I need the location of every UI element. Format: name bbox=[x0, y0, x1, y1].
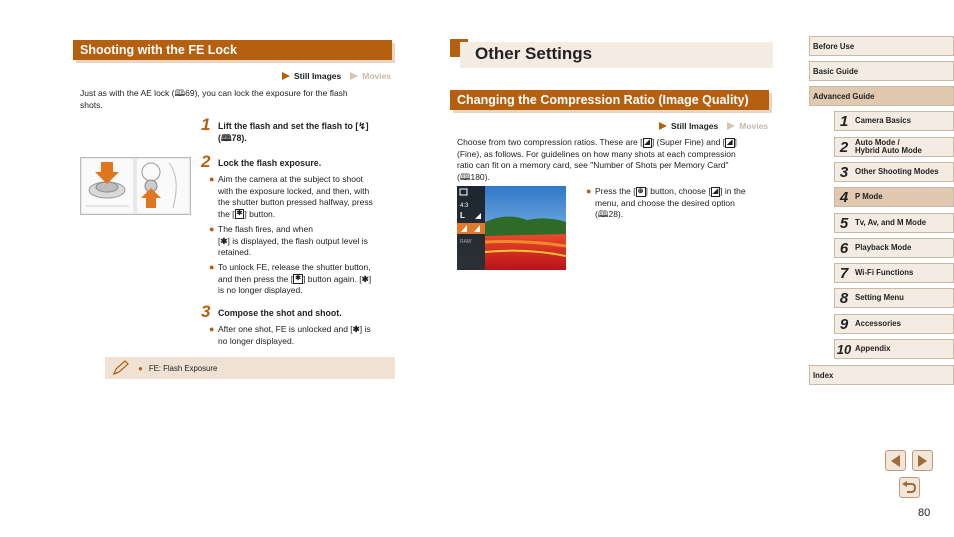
fe-lock-button-icon: ✱ bbox=[295, 275, 302, 283]
play-icon bbox=[659, 122, 667, 130]
prev-page-button[interactable] bbox=[885, 450, 906, 471]
nav-index[interactable]: Index bbox=[809, 365, 954, 385]
page-title-bar bbox=[450, 39, 773, 68]
page-number: 80 bbox=[918, 507, 931, 519]
step-2-title: Lock the flash exposure. bbox=[218, 158, 322, 168]
step-3-title: Compose the shot and shoot. bbox=[218, 308, 342, 318]
nav-chapter-2[interactable]: 2 Auto Mode / Hybrid Auto Mode bbox=[834, 137, 954, 157]
mode-indicator-right: Still Images Movies bbox=[659, 121, 768, 131]
compression-instruction: ● Press the [ ⊛ ] button, choose [ ◢ ] in the menu, and choose the desired option (🕮28). bbox=[586, 186, 746, 219]
play-icon-dim bbox=[350, 72, 358, 80]
fe-lock-icon: ✱ bbox=[361, 273, 369, 284]
nav-chapter-8[interactable]: 8 Setting Menu bbox=[834, 288, 954, 308]
nav-chapter-3[interactable]: 3 Other Shooting Modes bbox=[834, 162, 954, 182]
fine-icon: ◢ bbox=[727, 138, 733, 146]
super-fine-icon: ◢ bbox=[644, 138, 650, 146]
step-2-bullet-3: ● To unlock FE, release the shutter button, and then press the [ ✱ ] button again. [✱] is no longer displayed. bbox=[209, 262, 372, 295]
nav-chapter-7[interactable]: 7 Wi-Fi Functions bbox=[834, 263, 954, 283]
fe-lock-icon: ✱ bbox=[352, 324, 360, 334]
nav-basic-guide[interactable]: Basic Guide bbox=[809, 61, 954, 81]
play-icon-dim bbox=[727, 122, 735, 130]
step-3-bullet: ● After one shot, FE is unlocked and [✱] is no longer displayed. bbox=[209, 324, 371, 346]
step-2-bullet-1: ● Aim the camera at the subject to shoot with the exposure locked, and then, with the shutter button pressed halfway, press the [ ✱ ] button. bbox=[209, 174, 373, 219]
play-icon bbox=[282, 72, 290, 80]
svg-text:4:3: 4:3 bbox=[460, 203, 469, 209]
mode-indicator: Still Images Movies bbox=[282, 71, 391, 81]
book-icon: 🕮 bbox=[597, 209, 609, 219]
fine-icon: ◢ bbox=[712, 187, 719, 195]
fe-lock-icon: ✱ bbox=[220, 235, 228, 246]
flash-icon: ↯ bbox=[358, 121, 366, 131]
arrow-right-icon bbox=[918, 455, 927, 467]
step-3-number: 3 bbox=[201, 302, 211, 321]
note-box: ● FE: Flash Exposure bbox=[105, 357, 395, 379]
nav-chapter-4[interactable]: 4 P Mode bbox=[834, 187, 954, 207]
screen-label-size: L bbox=[460, 211, 465, 220]
book-icon: 🕮 bbox=[220, 133, 232, 143]
fe-lock-button-icon: ✱ bbox=[236, 210, 243, 218]
svg-text:RAW: RAW bbox=[460, 239, 472, 245]
nav-advanced-guide[interactable]: Advanced Guide bbox=[809, 86, 954, 106]
camera-screen-image bbox=[457, 186, 566, 270]
step-1-number: 1 bbox=[201, 115, 211, 134]
pencil-icon bbox=[110, 359, 132, 377]
next-page-button[interactable] bbox=[912, 450, 933, 471]
book-icon: 🕮 bbox=[174, 88, 186, 98]
return-icon bbox=[902, 481, 917, 494]
compression-body: Choose from two compression ratios. These are [ ◢ ] (Super Fine) and [ ◢ ] (Fine), as follows. For guidelines on how many shots at each compression ratio can fit on a memory card, see "Number of Shots per Memory Card" (🕮180). bbox=[457, 137, 737, 182]
arrow-left-icon bbox=[891, 455, 900, 467]
nav-chapter-9[interactable]: 9 Accessories bbox=[834, 314, 954, 334]
return-button[interactable] bbox=[899, 477, 920, 498]
nav-before-use[interactable]: Before Use bbox=[809, 36, 954, 56]
step-1-title: Lift the flash and set the flash to [↯] (🕮78). bbox=[218, 121, 369, 143]
intro-text: Just as with the AE lock (🕮69), you can lock the exposure for the flash shots. bbox=[80, 88, 348, 110]
camera-illustration bbox=[80, 157, 191, 215]
func-set-button-icon: ⊛ bbox=[637, 187, 644, 195]
nav-chapter-6[interactable]: 6 Playback Mode bbox=[834, 238, 954, 258]
page-title: Other Settings bbox=[475, 44, 593, 63]
section-title-fe-lock: Shooting with the FE Lock bbox=[73, 40, 392, 60]
step-2-number: 2 bbox=[201, 152, 211, 171]
book-icon: 🕮 bbox=[459, 171, 471, 182]
nav-chapter-1[interactable]: 1 Camera Basics bbox=[834, 111, 954, 131]
nav-chapter-5[interactable]: 5 Tv, Av, and M Mode bbox=[834, 213, 954, 233]
section-title-compression: Changing the Compression Ratio (Image Quality) bbox=[450, 90, 769, 110]
step-2-bullet-2: ● The flash fires, and when [✱] is displayed, the flash output level is retained. bbox=[209, 224, 368, 257]
nav-chapter-10[interactable]: 10 Appendix bbox=[834, 339, 954, 359]
